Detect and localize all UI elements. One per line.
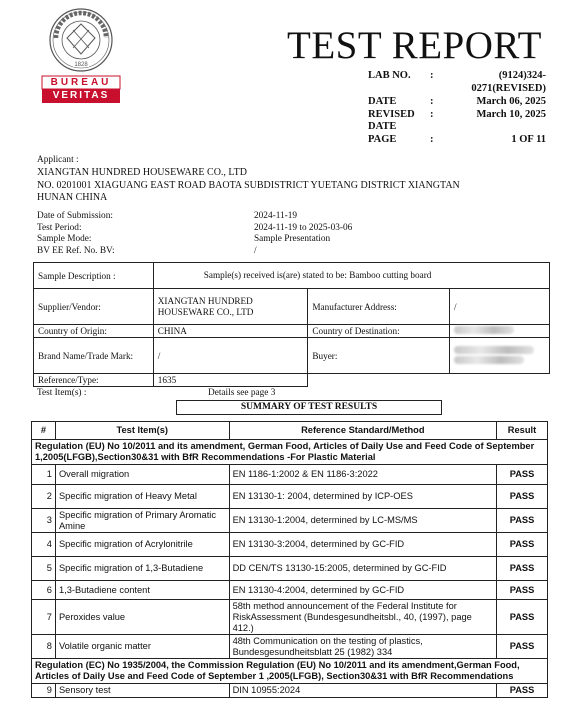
row-test-item: Specific migration of Primary Aromatic Amine xyxy=(55,509,229,533)
row-method: EN 1186-1:2002 & EN 1186-3:2022 xyxy=(229,465,496,485)
row-number: 2 xyxy=(32,485,56,509)
row-result: PASS xyxy=(497,684,548,698)
summary-title: SUMMARY OF TEST RESULTS xyxy=(176,400,442,415)
row-result: PASS xyxy=(497,509,548,533)
regulation-section-heading: Regulation (EU) No 10/2011 and its amendment, German Food, Articles of Daily Use and Feed Code of September 1,2005(LFGB),Section30&31 with BfR Recommendations -For Plastic Material xyxy=(32,440,548,465)
row-number: 4 xyxy=(32,533,56,557)
country-of-origin-label: Country of Origin: xyxy=(34,325,154,338)
table-row xyxy=(32,509,548,533)
svg-text:1828: 1828 xyxy=(74,62,88,68)
row-number: 3 xyxy=(32,509,56,533)
country-of-destination-redacted xyxy=(450,325,550,338)
test-period-value: 2024-11-19 to 2025-03-06 xyxy=(254,223,353,233)
meta-colon: : xyxy=(430,70,434,81)
column-header-number: # xyxy=(32,422,56,440)
table-row xyxy=(32,635,548,659)
meta-value-lab-no-cont: 0271(REVISED) xyxy=(471,83,546,94)
bureau-veritas-logo xyxy=(40,6,122,104)
brand-name-label: Brand Name/Trade Mark: xyxy=(34,338,154,374)
meta-label-revised: REVISED xyxy=(368,109,415,120)
row-result: PASS xyxy=(497,557,548,581)
meta-value-date: March 06, 2025 xyxy=(476,96,546,107)
test-period-label: Test Period: xyxy=(37,223,82,233)
submission-date-value: 2024-11-19 xyxy=(254,211,298,221)
row-test-item: Sensory test xyxy=(55,684,229,698)
sample-description-label: Sample Description : xyxy=(34,263,154,289)
meta-label-revised-date: DATE xyxy=(368,121,397,132)
meta-colon: : xyxy=(430,134,434,145)
reference-type-value: 1635 xyxy=(153,374,308,387)
row-test-item: Specific migration of Heavy Metal xyxy=(55,485,229,509)
bv-ref-label: BV EE Ref. No. BV: xyxy=(37,246,115,256)
row-number: 1 xyxy=(32,465,56,485)
meta-colon: : xyxy=(430,109,434,120)
column-header-test-items: Test Item(s) xyxy=(55,422,229,440)
buyer-label: Buyer: xyxy=(308,338,450,374)
test-items-value: Details see page 3 xyxy=(208,388,276,398)
row-method: DD CEN/TS 13130-15:2005, determined by GC-FID xyxy=(229,557,496,581)
column-header-result: Result xyxy=(497,422,548,440)
table-row xyxy=(32,600,548,635)
results-table xyxy=(31,421,548,698)
logo-word-bureau: BUREAU xyxy=(50,77,112,88)
meta-label-page: PAGE xyxy=(368,134,397,145)
country-of-origin-value: CHINA xyxy=(153,325,308,338)
row-method: EN 13130-1:2004, determined by LC-MS/MS xyxy=(229,509,496,533)
test-items-label: Test Item(s) : xyxy=(37,388,87,398)
meta-value-page: 1 OF 11 xyxy=(511,134,546,145)
table-row xyxy=(32,557,548,581)
manufacturer-address-label: Manufacturer Address: xyxy=(308,289,450,325)
meta-label-lab-no: LAB NO. xyxy=(368,70,411,81)
meta-value-lab-no: (9124)324- xyxy=(498,70,546,81)
row-method: DIN 10955:2024 xyxy=(229,684,496,698)
sample-mode-label: Sample Mode: xyxy=(37,234,92,244)
row-test-item: Overall migration xyxy=(55,465,229,485)
row-method: 58th method announcement of the Federal Institute for RiskAssessment (Bundesgesundheitsbl., 40, (1997), page 412.) xyxy=(229,600,496,635)
bv-ref-value: / xyxy=(254,246,257,256)
applicant-address-line1: NO. 0201001 XIAGUANG EAST ROAD BAOTA SUBDISTRICT YUETANG DISTRICT XIANGTAN xyxy=(37,180,460,191)
applicant-label: Applicant : xyxy=(37,155,79,165)
row-test-item: 1,3-Butadiene content xyxy=(55,581,229,600)
brand-name-value: / xyxy=(153,338,308,374)
row-test-item: Specific migration of Acrylonitrile xyxy=(55,533,229,557)
row-number: 6 xyxy=(32,581,56,600)
row-test-item: Peroxides value xyxy=(55,600,229,635)
row-result: PASS xyxy=(497,533,548,557)
column-header-method: Reference Standard/Method xyxy=(229,422,496,440)
row-number: 7 xyxy=(32,600,56,635)
row-test-item: Volatile organic matter xyxy=(55,635,229,659)
logo-word-veritas: VERITAS xyxy=(52,90,110,101)
supplier-value: XIANGTAN HUNDRED HOUSEWARE CO., LTD xyxy=(153,289,308,325)
table-row xyxy=(32,581,548,600)
table-row xyxy=(32,465,548,485)
row-result: PASS xyxy=(497,465,548,485)
supplier-label: Supplier/Vendor: xyxy=(34,289,154,325)
meta-value-revised-date: March 10, 2025 xyxy=(476,109,546,120)
regulation-section-heading: Regulation (EC) No 1935/2004, the Commission Regulation (EU) No 10/2011 and its amendment,German Food, Articles of Daily Use and Feed Code of September 1 ,2005(LFGB), Section30&31 with BfR Recommendations xyxy=(32,659,548,684)
table-row xyxy=(32,684,548,698)
manufacturer-address-value: / xyxy=(450,289,550,325)
row-method: EN 13130-4:2004, determined by GC-FID xyxy=(229,581,496,600)
row-method: EN 13130-1: 2004, determined by ICP-OES xyxy=(229,485,496,509)
report-title: TEST REPORT xyxy=(287,24,542,67)
table-row xyxy=(32,485,548,509)
table-row xyxy=(32,533,548,557)
applicant-name: XIANGTAN HUNDRED HOUSEWARE CO., LTD xyxy=(37,167,247,178)
row-test-item: Specific migration of 1,3-Butadiene xyxy=(55,557,229,581)
row-result: PASS xyxy=(497,581,548,600)
sample-mode-value: Sample Presentation xyxy=(254,234,331,244)
country-of-destination-label: Country of Destination: xyxy=(308,325,450,338)
row-number: 5 xyxy=(32,557,56,581)
row-result: PASS xyxy=(497,635,548,659)
row-result: PASS xyxy=(497,485,548,509)
row-method: EN 13130-3:2004, determined by GC-FID xyxy=(229,533,496,557)
buyer-redacted xyxy=(450,338,550,374)
applicant-address-line2: HUNAN CHINA xyxy=(37,192,108,203)
reference-type-label: Reference/Type: xyxy=(34,374,154,387)
submission-date-label: Date of Submission: xyxy=(37,211,113,221)
sample-description-value: Sample(s) received is(are) stated to be: Bamboo cutting board xyxy=(153,263,549,289)
meta-colon: : xyxy=(430,96,434,107)
meta-label-date: DATE xyxy=(368,96,397,107)
row-number: 8 xyxy=(32,635,56,659)
row-number: 9 xyxy=(32,684,56,698)
row-result: PASS xyxy=(497,600,548,635)
row-method: 48th Communication on the testing of plastics, Bundesgesundheitsblatt 25 (1982) 334 xyxy=(229,635,496,659)
sample-info-table xyxy=(33,262,550,387)
